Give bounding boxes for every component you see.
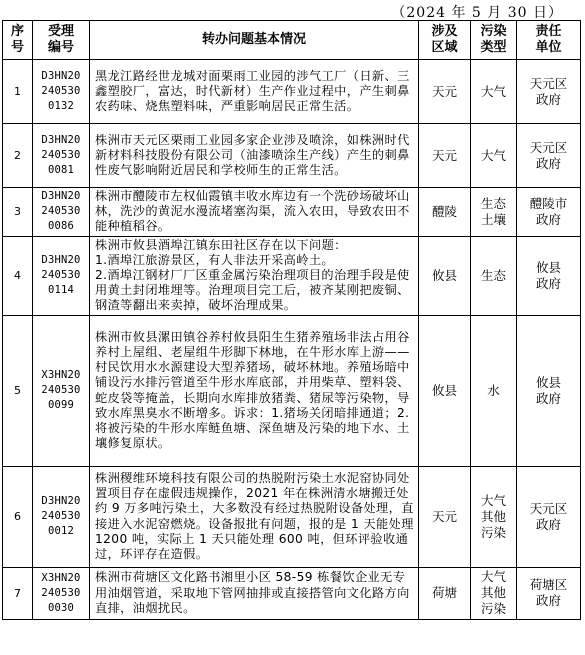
- description-line: 株洲市攸县酒埠江镇东田社区存在以下问题：: [95, 237, 347, 252]
- table-row: [3, 315, 581, 466]
- description-line: 2.酒埠江钢材厂厂区重金属污染治理项目的治理手段是使用黄土封闭堆埋等。治理项目完工后，被齐某刚把废铜、钢渣等翻出来卖掉，破坏治理成果。: [95, 268, 410, 313]
- table-body: [3, 60, 581, 620]
- acceptance-code: D3HN20 240530 0132: [33, 60, 90, 124]
- acceptance-code: X3HN20 240530 0099: [33, 315, 90, 466]
- header-code: 受理 编号: [33, 21, 90, 60]
- acceptance-code: D3HN20 240530 0114: [33, 236, 90, 315]
- acceptance-code: D3HN20 240530 0081: [33, 124, 90, 188]
- problem-description: 株洲市天元区栗雨工业园多家企业涉及喷涂，如株洲时代新材料科技股份有限公司（油漆喷涂生产线）产生的刺鼻性废气影响附近居民和学校师生的正常生活。: [90, 124, 419, 188]
- row-number: 3: [3, 188, 33, 237]
- table-row: [3, 567, 581, 619]
- table-row: [3, 236, 581, 315]
- responsible-unit: 天元区 政府: [517, 60, 581, 124]
- row-number: 7: [3, 567, 33, 619]
- header-no: 序 号: [3, 21, 33, 60]
- header-row: [3, 21, 581, 60]
- problem-description: 株洲市荷塘区文化路书湘里小区 58-59 栋餐饮企业无专用油烟管道，采取地下管网抽排或直接搭管向文化路方向直排，油烟扰民。: [90, 567, 419, 619]
- row-number: 6: [3, 466, 33, 567]
- region: 醴陵: [419, 188, 471, 237]
- region: 攸县: [419, 315, 471, 466]
- region: 天元: [419, 124, 471, 188]
- header-region: 涉及 区域: [419, 21, 471, 60]
- row-number: 1: [3, 60, 33, 124]
- pollution-type: 大气: [471, 124, 517, 188]
- problem-description: 株洲市攸县漯田镇谷养村攸县阳生生猪养殖场非法占用谷养村上屋组、老屋组牛形脚下林地，在牛形水库上游——村民饮用水水源建设大型养猪场，破坏林地。养殖场暗中铺设污水排污管道至牛形水库底部，并用柴草、塑料袋、蛇皮袋等掩盖，长期向水库排放猪粪、猪尿等污染物，导致水库黑臭水不断增多。诉求：1.猪场关闭暗排通道；2.将被污染的牛形水库鲢鱼塘、深鱼塘及污染的地下水、土壤修复原状。: [90, 315, 419, 466]
- table-row: [3, 124, 581, 188]
- responsible-unit: 天元区 政府: [517, 466, 581, 567]
- acceptance-code: X3HN20 240530 0030: [33, 567, 90, 619]
- row-number: 5: [3, 315, 33, 466]
- region: 攸县: [419, 236, 471, 315]
- table-row: [3, 466, 581, 567]
- responsible-unit: 醴陵市 政府: [517, 188, 581, 237]
- report-date: （2024 年 5 月 30 日）: [391, 5, 563, 21]
- problem-description: [90, 236, 419, 315]
- row-number: 4: [3, 236, 33, 315]
- acceptance-code: D3HN20 240530 0086: [33, 188, 90, 237]
- region: 天元: [419, 60, 471, 124]
- pollution-type: 生态 土壤: [471, 188, 517, 237]
- responsible-unit: 攸县 政府: [517, 315, 581, 466]
- header-ptype: 污染 类型: [471, 21, 517, 60]
- responsible-unit: 攸县 政府: [517, 236, 581, 315]
- pollution-type: 大气 其他 污染: [471, 466, 517, 567]
- complaint-table: [2, 20, 581, 620]
- acceptance-code: D3HN20 240530 0012: [33, 466, 90, 567]
- region: 天元: [419, 466, 471, 567]
- table-row: [3, 60, 581, 124]
- region: 荷塘: [419, 567, 471, 619]
- row-number: 2: [3, 124, 33, 188]
- table-row: [3, 188, 581, 237]
- pollution-type: 生态: [471, 236, 517, 315]
- problem-description: 株洲市醴陵市左权仙霞镇丰收水库边有一个洗砂场破坏山林，洗沙的黄泥水漫流堵塞沟渠，流入农田，导致农田不能种植稻谷。: [90, 188, 419, 237]
- header-desc: 转办问题基本情况: [90, 21, 419, 60]
- pollution-type: 水: [471, 315, 517, 466]
- pollution-type: 大气: [471, 60, 517, 124]
- problem-description: 株洲稷维环境科技有限公司的热脱附污染土水泥窑协同处置项目存在虚假违规操作，2021 年在株洲清水塘搬迁处约 9 万多吨污染土，大多数没有经过热脱附设备处理，直接进入水泥窑燃烧。设备报批有问题，报的是 1 天能处理 1200 吨，实际上 1 天只能处理 600 吨，但环评验收通过，环评存在造假。: [90, 466, 419, 567]
- header-unit: 责任 单位: [517, 21, 581, 60]
- responsible-unit: 天元区 政府: [517, 124, 581, 188]
- responsible-unit: 荷塘区 政府: [517, 567, 581, 619]
- problem-description: 黑龙江路经世龙城对面栗雨工业园的涉气工厂（日新、三鑫塑胶厂，富达，时代新材）生产作业过程中，产生刺鼻农药味、烧焦塑料味，严重影响居民正常生活。: [90, 60, 419, 124]
- pollution-type: 大气 其他 污染: [471, 567, 517, 619]
- description-line: 1.酒埠江旅游景区，有人非法开采高岭土。: [95, 252, 335, 267]
